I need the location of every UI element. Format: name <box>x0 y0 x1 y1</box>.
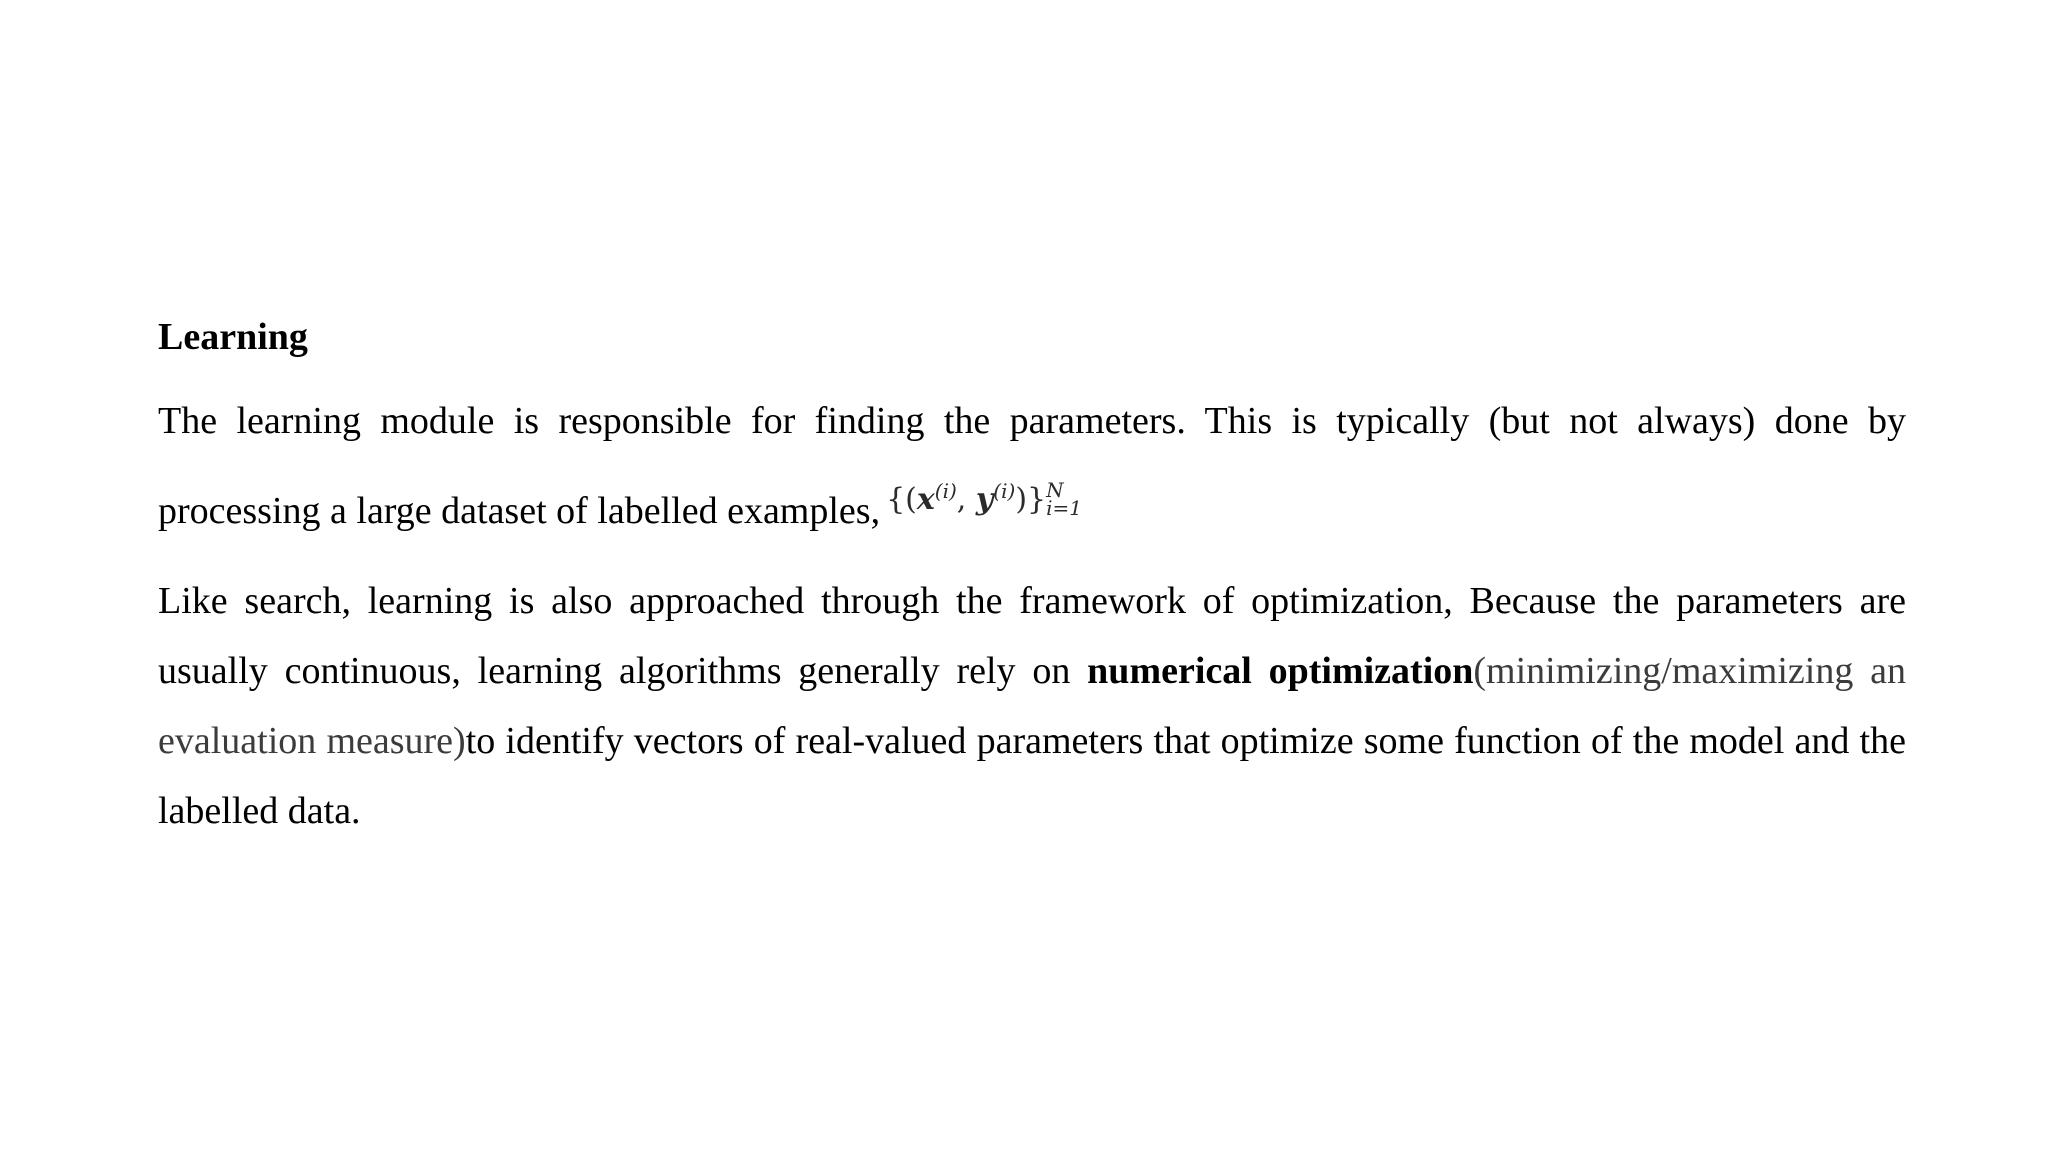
document-content <box>158 312 1906 866</box>
formula-close: )} <box>1015 482 1047 517</box>
paragraph-optimization <box>158 566 1906 846</box>
section-heading: Learning <box>158 316 308 358</box>
dataset-formula <box>886 456 1082 535</box>
bold-term: numerical optimization <box>1087 650 1474 692</box>
formula-comma: , <box>956 482 976 517</box>
formula-x: x <box>916 482 935 517</box>
formula-open: {( <box>886 482 917 517</box>
paragraph-text-2: to identify vectors of real-valued parameters that optimize some function of the model and the labelled data. <box>158 720 1906 832</box>
paragraph-learning-module <box>158 386 1906 546</box>
parenthetical-note: (minimizing/maximizing an evaluation measure) <box>158 650 1907 762</box>
formula-y: y <box>975 482 994 517</box>
paragraph-text: The learning module is responsible for finding the parameters. This is typically (but not always) done by processing a large dataset of labelled examples, <box>158 400 1906 532</box>
formula-limits <box>1046 478 1082 520</box>
formula-upper: N <box>1046 478 1064 502</box>
formula-lower: i=1 <box>1046 496 1082 520</box>
formula-y-sup: (i) <box>993 479 1016 503</box>
paragraph-text-1: Like search, learning is also approached through the framework of optimization, Because the parameters are usually continuous, learning algorithms generally rely on <box>158 580 1906 692</box>
formula-x-sup: (i) <box>934 479 957 503</box>
